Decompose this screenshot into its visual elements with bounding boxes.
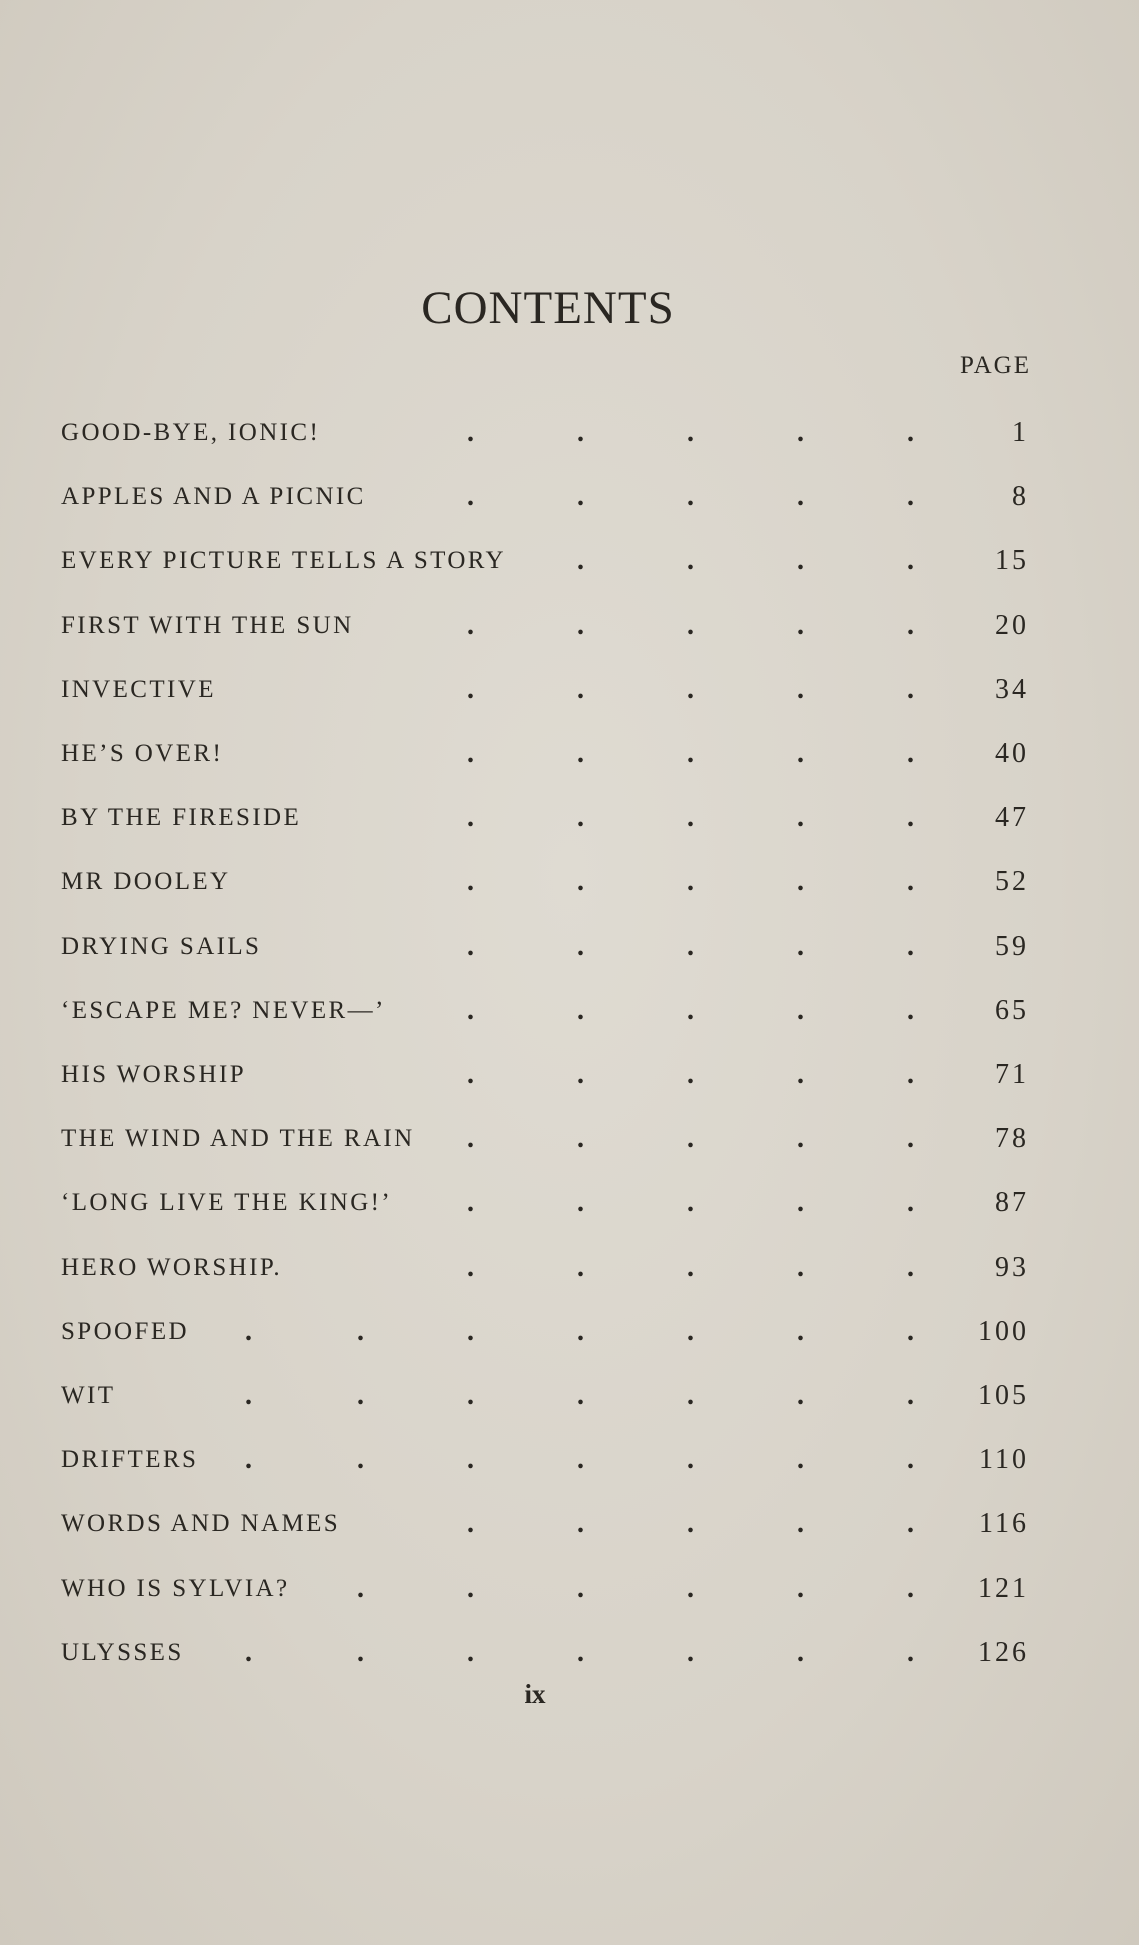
toc-entry-page: 116 — [979, 1508, 1029, 1540]
toc-entry[interactable] — [0, 1248, 1139, 1288]
page-column-label: PAGE — [960, 352, 1031, 379]
leader-dot: . — [907, 738, 914, 769]
leader-dot: . — [577, 866, 584, 898]
leader-dot: . — [687, 738, 694, 769]
toc-entry-title: WORDS AND NAMES — [61, 1510, 341, 1538]
toc-entry[interactable] — [0, 1055, 1139, 1095]
toc-entry-page: 71 — [995, 1059, 1029, 1090]
leader-dot: . — [907, 609, 914, 641]
toc-entry-title: EVERY PICTURE TELLS A STORY — [61, 547, 506, 575]
leader-dot: . — [577, 1636, 584, 1668]
toc-entry[interactable] — [0, 927, 1139, 967]
leader-dot: . — [467, 866, 474, 898]
leader-dot: . — [577, 994, 584, 1026]
toc-entry-title: HERO WORSHIP. — [61, 1253, 283, 1281]
leader-dot: . — [577, 1123, 584, 1155]
leader-dot: . — [577, 673, 584, 705]
leader-dot: . — [797, 1444, 804, 1476]
leader-dot: . — [577, 1380, 584, 1411]
leader-dot: . — [467, 930, 474, 962]
leader-dot: . — [467, 994, 474, 1026]
leader-dot: . — [357, 1380, 364, 1411]
leader-dot: . — [687, 1380, 694, 1411]
toc-entry-page: 1 — [1012, 417, 1029, 448]
leader-dot: . — [687, 1508, 694, 1540]
leader-dot: . — [687, 417, 694, 448]
leader-dot: . — [577, 1444, 584, 1476]
leader-dot: . — [687, 1444, 694, 1476]
leader-dot: . — [687, 481, 694, 513]
toc-entry-page: 65 — [995, 994, 1029, 1026]
leader-dot: . — [467, 1444, 474, 1476]
toc-entry-page: 59 — [995, 930, 1029, 962]
leader-dot: . — [687, 802, 694, 834]
leader-dot: . — [797, 417, 804, 448]
toc-entry-title: APPLES AND A PICNIC — [61, 483, 366, 511]
leader-dot: . — [907, 1572, 914, 1604]
toc-entry[interactable] — [0, 1376, 1139, 1416]
leader-dot: . — [577, 738, 584, 769]
leader-dot: . — [357, 1572, 364, 1604]
leader-dot: . — [467, 1315, 474, 1347]
leader-dot: . — [467, 673, 474, 705]
leader-dot: . — [797, 1315, 804, 1347]
toc-entry[interactable] — [0, 1440, 1139, 1480]
toc-entry[interactable] — [0, 1183, 1139, 1223]
leader-dot: . — [245, 1444, 252, 1476]
leader-dot: . — [245, 1380, 252, 1411]
leader-dot: . — [907, 930, 914, 962]
leader-dot: . — [467, 481, 474, 513]
toc-entry-title: WIT — [61, 1382, 116, 1409]
leader-dot: . — [687, 1251, 694, 1283]
leader-dot: . — [907, 1123, 914, 1155]
leader-dot: . — [687, 930, 694, 962]
toc-entry-page: 110 — [979, 1444, 1029, 1476]
toc-entry-page: 8 — [1012, 481, 1029, 513]
toc-entry[interactable] — [0, 606, 1139, 646]
leader-dot: . — [907, 1059, 914, 1090]
leader-dot: . — [577, 802, 584, 834]
toc-entry-title: SPOOFED — [61, 1317, 189, 1345]
leader-dot: . — [907, 994, 914, 1026]
leader-dot: . — [467, 1059, 474, 1090]
toc-entry[interactable] — [0, 413, 1139, 453]
toc-entry[interactable] — [0, 1312, 1139, 1352]
toc-entry-title: ‘ESCAPE ME? NEVER—’ — [61, 996, 386, 1024]
toc-entry-page: 87 — [995, 1187, 1029, 1219]
toc-entry-page: 15 — [995, 545, 1029, 577]
toc-entry-page: 126 — [978, 1636, 1029, 1668]
leader-dot: . — [797, 609, 804, 641]
leader-dot: . — [797, 1380, 804, 1411]
leader-dot: . — [245, 1315, 252, 1347]
leader-dot: . — [907, 866, 914, 898]
toc-entry-title: ULYSSES — [61, 1638, 184, 1666]
leader-dot: . — [687, 1123, 694, 1155]
leader-dot: . — [467, 1508, 474, 1540]
leader-dot: . — [467, 1380, 474, 1411]
leader-dot: . — [907, 802, 914, 834]
leader-dot: . — [577, 1315, 584, 1347]
toc-entry[interactable] — [0, 670, 1139, 710]
leader-dot: . — [687, 866, 694, 898]
leader-dot: . — [907, 1508, 914, 1540]
leader-dot: . — [467, 1187, 474, 1219]
leader-dot: . — [907, 1251, 914, 1283]
toc-entry-title: HE’S OVER! — [61, 740, 224, 767]
leader-dot: . — [907, 673, 914, 705]
leader-dot: . — [467, 1572, 474, 1604]
leader-dot: . — [797, 1123, 804, 1155]
leader-dot: . — [357, 1636, 364, 1668]
leader-dot: . — [797, 1251, 804, 1283]
toc-entry[interactable] — [0, 1633, 1139, 1673]
leader-dot: . — [577, 417, 584, 448]
leader-dot: . — [797, 1059, 804, 1090]
page-title: CONTENTS — [421, 282, 675, 334]
toc-entry-page: 78 — [995, 1123, 1029, 1155]
leader-dot: . — [797, 802, 804, 834]
leader-dot: . — [687, 994, 694, 1026]
leader-dot: . — [467, 1251, 474, 1283]
leader-dot: . — [797, 673, 804, 705]
leader-dot: . — [577, 1059, 584, 1090]
leader-dot: . — [907, 481, 914, 513]
leader-dot: . — [797, 481, 804, 513]
leader-dot: . — [797, 1572, 804, 1604]
leader-dot: . — [467, 1636, 474, 1668]
leader-dot: . — [577, 1508, 584, 1540]
leader-dot: . — [577, 545, 584, 577]
toc-entry[interactable] — [0, 1504, 1139, 1544]
leader-dot: . — [687, 1572, 694, 1604]
toc-entry-page: 34 — [995, 673, 1029, 705]
toc-entry-title: DRIFTERS — [61, 1446, 199, 1474]
toc-entry-page: 93 — [995, 1251, 1029, 1283]
leader-dot: . — [245, 1636, 252, 1668]
toc-entry-title: MR DOOLEY — [61, 868, 231, 896]
leader-dot: . — [687, 673, 694, 705]
leader-dot: . — [687, 1187, 694, 1219]
leader-dot: . — [907, 1380, 914, 1411]
leader-dot: . — [687, 1636, 694, 1668]
leader-dot: . — [577, 1187, 584, 1219]
leader-dot: . — [907, 1636, 914, 1668]
toc-entry-title: INVECTIVE — [61, 675, 216, 703]
leader-dot: . — [797, 930, 804, 962]
leader-dot: . — [357, 1315, 364, 1347]
leader-dot: . — [357, 1444, 364, 1476]
leader-dot: . — [907, 1315, 914, 1347]
leader-dot: . — [797, 866, 804, 898]
toc-entry-title: HIS WORSHIP — [61, 1061, 246, 1088]
toc-entry-title: WHO IS SYLVIA? — [61, 1574, 290, 1602]
toc-entry-title: FIRST WITH THE SUN — [61, 611, 354, 639]
leader-dot: . — [797, 545, 804, 577]
leader-dot: . — [577, 1572, 584, 1604]
toc-entry[interactable] — [0, 477, 1139, 517]
leader-dot: . — [687, 545, 694, 577]
leader-dot: . — [467, 802, 474, 834]
toc-entry-page: 40 — [995, 738, 1029, 769]
leader-dot: . — [797, 994, 804, 1026]
toc-entry-title: THE WIND AND THE RAIN — [61, 1125, 415, 1153]
leader-dot: . — [467, 738, 474, 769]
toc-entry-title: ‘LONG LIVE THE KING!’ — [61, 1189, 393, 1217]
toc-entry-title: GOOD-BYE, IONIC! — [61, 419, 321, 446]
toc-entry[interactable] — [0, 862, 1139, 902]
leader-dot: . — [687, 1315, 694, 1347]
toc-entry[interactable] — [0, 1569, 1139, 1609]
page-number: ix — [524, 1679, 546, 1709]
toc-entry[interactable] — [0, 798, 1139, 838]
leader-dot: . — [907, 545, 914, 577]
toc-entry[interactable] — [0, 541, 1139, 581]
toc-entry[interactable] — [0, 991, 1139, 1031]
leader-dot: . — [577, 609, 584, 641]
leader-dot: . — [577, 1251, 584, 1283]
leader-dot: . — [797, 1636, 804, 1668]
toc-entry-title: DRYING SAILS — [61, 932, 262, 960]
leader-dot: . — [687, 609, 694, 641]
leader-dot: . — [467, 1123, 474, 1155]
toc-entry-page: 52 — [995, 866, 1029, 898]
toc-entry[interactable] — [0, 734, 1139, 774]
toc-entry-title: BY THE FIRESIDE — [61, 804, 302, 832]
toc-entry-page: 20 — [995, 609, 1029, 641]
leader-dot: . — [797, 1508, 804, 1540]
leader-dot: . — [907, 1444, 914, 1476]
toc-entry-page: 105 — [978, 1380, 1029, 1411]
toc-entry-page: 100 — [978, 1315, 1029, 1347]
leader-dot: . — [577, 481, 584, 513]
toc-entry-page: 47 — [995, 802, 1029, 834]
leader-dot: . — [577, 930, 584, 962]
toc-entry[interactable] — [0, 1119, 1139, 1159]
leader-dot: . — [467, 609, 474, 641]
leader-dot: . — [797, 738, 804, 769]
leader-dot: . — [687, 1059, 694, 1090]
leader-dot: . — [907, 1187, 914, 1219]
leader-dot: . — [907, 417, 914, 448]
leader-dot: . — [797, 1187, 804, 1219]
leader-dot: . — [467, 417, 474, 448]
toc-entry-page: 121 — [978, 1572, 1029, 1604]
